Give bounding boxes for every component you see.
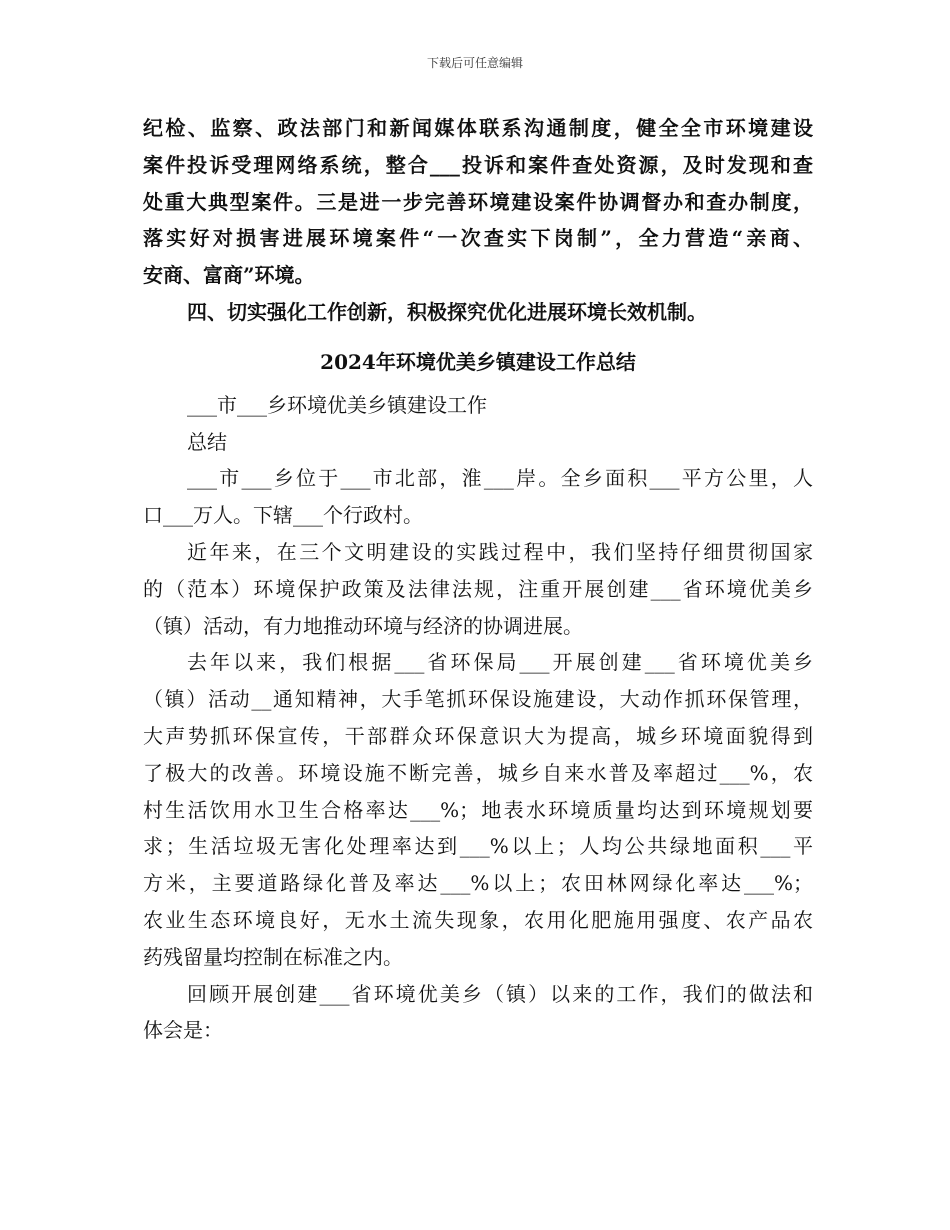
paragraph [143,534,813,644]
subtitle-line: ___市___乡环境优美乡镇建设工作 [187,392,487,417]
text-line: 安商、富商”环境。 [143,263,315,288]
text-line: 近年来，在三个文明建设的实践过程中，我们坚持仔细贯彻国家 [187,539,813,564]
text-line: 纪检、监察、政法部门和新闻媒体联系沟通制度，健全全市环境建设 [143,116,813,140]
text-line: 回顾开展创建___省环境优美乡（镇）以来的工作，我们的做法和 [187,981,813,1006]
section-heading: 四、切实强化工作创新，积极探究优化进展环境长效机制。 [187,299,707,324]
subtitle-line: 总结 [187,429,227,454]
text-line: （镇）活动，有力地推动环境与经济的协调进展。 [143,613,583,638]
text-line: 药残留量均控制在标准之内。 [143,944,403,969]
section-continuation [143,110,813,331]
text-line: 方米，主要道路绿化普及率达___%以上；农田林网绿化率达___%； [143,871,813,896]
text-line: 大声势抓环保宣传，干部群众环保意识大为提高，城乡环境面貌得到 [143,723,813,748]
paragraph [143,644,813,975]
text-line: 落实好对损害进展环境案件“一次查实下岗制”，全力营造“亲商、 [143,226,813,251]
document-body [143,110,813,1049]
text-line: 口___万人。下辖___个行政村。 [143,503,423,528]
text-line: （镇）活动__通知精神，大手笔抓环保设施建设，大动作抓环保管理， [143,687,813,712]
text-line: 处重大典型案件。三是进一步完善环境建设案件协调督办和查办制度， [143,189,813,214]
document-title: 2024年环境优美乡镇建设工作总结 [320,349,636,374]
text-line: 去年以来，我们根据___省环保局___开展创建___省环境优美乡 [187,650,813,675]
paragraph [143,976,813,1050]
text-line: 案件投诉受理网络系统，整合___投诉和案件查处资源，及时发现和查 [143,152,813,177]
text-line: 求；生活垃圾无害化处理率达到___%以上；人均公共绿地面积___平 [143,834,813,859]
page-header: 下载后可任意编辑 [426,56,523,70]
text-line: 农业生态环境良好，无水土流失现象，农用化肥施用强度、农产品农 [143,907,813,932]
text-line: 了极大的改善。环境设施不断完善，城乡自来水普及率超过___%，农 [143,760,813,785]
text-line: 的（范本）环境保护政策及法律法规，注重开展创建___省环境优美乡 [143,576,813,601]
text-line: ___市___乡位于___市北部，淮___岸。全乡面积___平方公里，人 [187,466,813,491]
paragraph [143,460,813,534]
text-line: 体会是： [143,1018,223,1043]
text-line: 村生活饮用水卫生合格率达___%；地表水环境质量均达到环境规划要 [143,797,813,822]
